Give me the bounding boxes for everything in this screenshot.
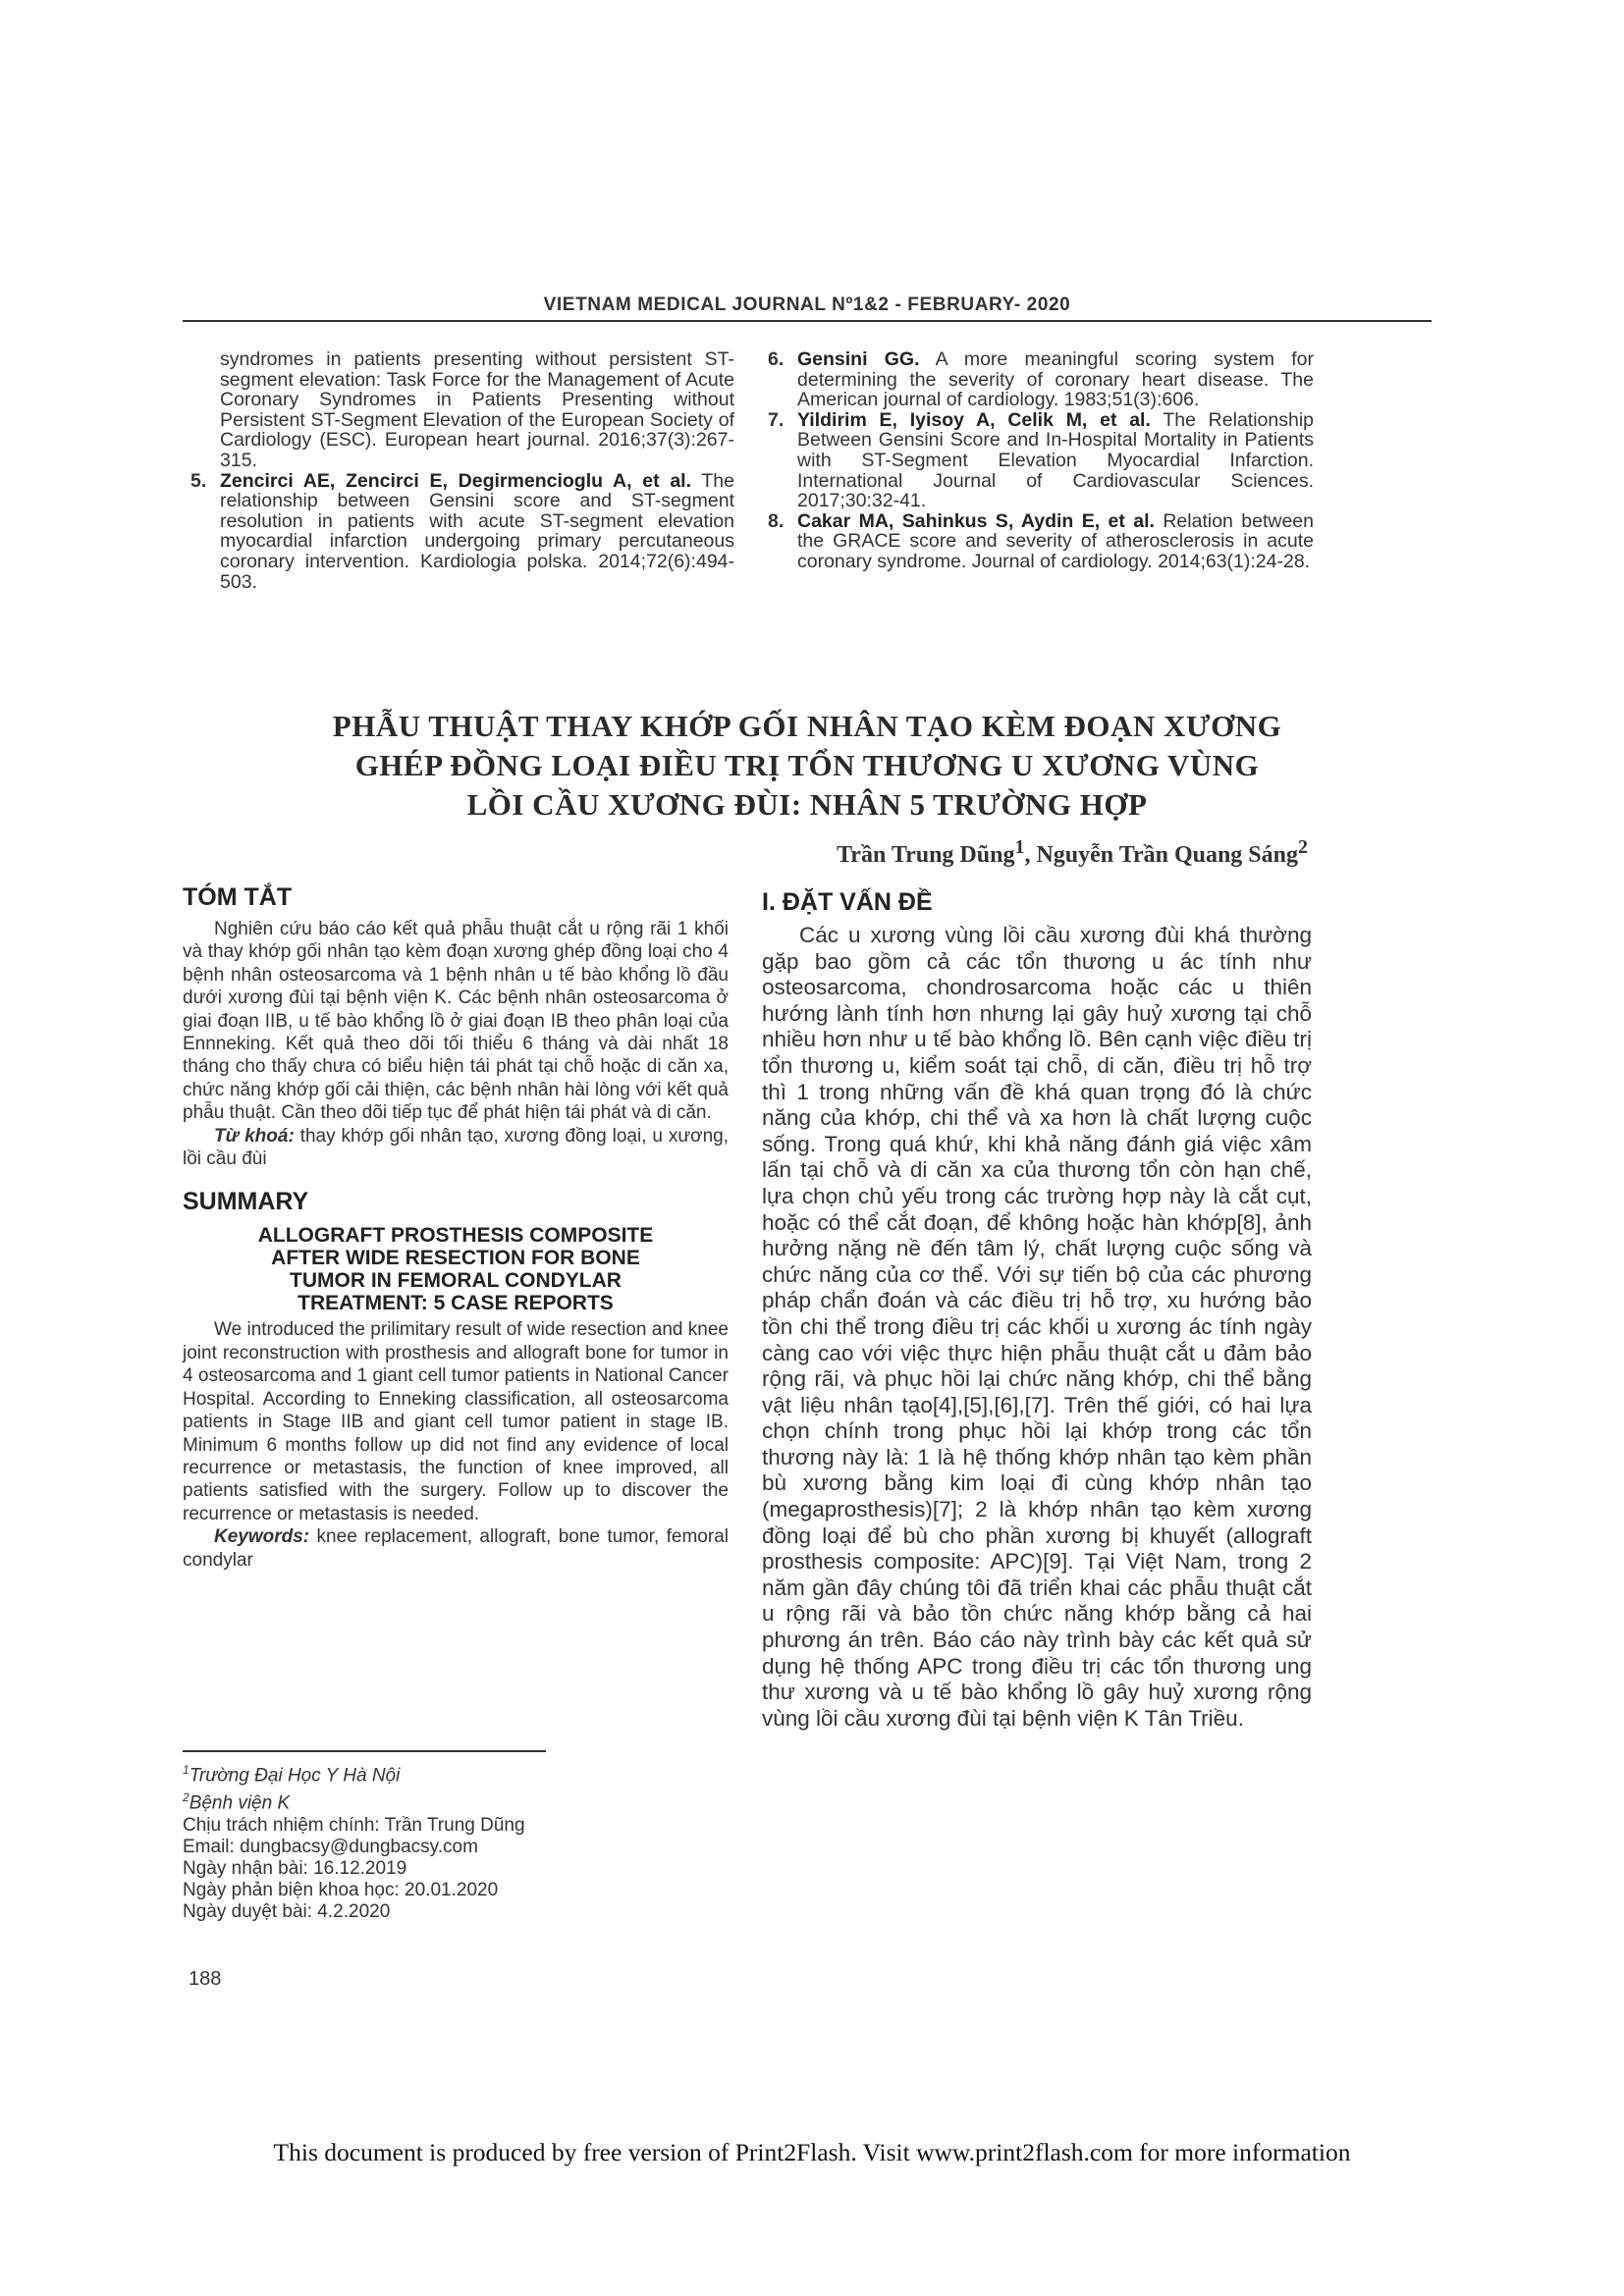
running-header: VIETNAM MEDICAL JOURNAL Nº1&2 - FEBRUARY- 2020 xyxy=(543,294,1071,315)
contact-email: Email: dungbacsy@dungbacsy.com xyxy=(183,1836,478,1857)
watermark-text: This document is produced by free version of Print2Flash. Visit www.print2flash.com for more information xyxy=(273,2138,1351,2166)
reference-item xyxy=(768,408,1314,512)
summary-heading: SUMMARY xyxy=(183,1188,309,1216)
reference-text: Relation between the GRACE score and severity of atherosclerosis in acute coronary syndrome. Journal of cardiology. 2014;63(1):24-28. xyxy=(797,509,1314,572)
author-name: Nguyễn Trần Quang Sáng xyxy=(1036,842,1298,868)
date-approved: Ngày duyệt bài: 4.2.2020 xyxy=(183,1900,391,1922)
affiliation-mark: 2 xyxy=(183,1790,189,1805)
affiliation-text: Trường Đại Học Y Hà Nội xyxy=(189,1765,401,1787)
footnotes xyxy=(183,1759,732,1923)
header-rule xyxy=(183,320,1432,322)
author-affiliation-mark: 2 xyxy=(1298,836,1308,858)
summary-title-line: TREATMENT: 5 CASE REPORTS xyxy=(298,1292,614,1315)
keywords-label: Keywords: xyxy=(214,1526,310,1548)
author-separator: , xyxy=(1024,842,1037,868)
keywords-vi xyxy=(183,1125,729,1171)
footnote-rule xyxy=(183,1750,546,1752)
left-column xyxy=(183,883,729,1572)
author-name: Trần Trung Dũng xyxy=(837,842,1015,868)
affiliation-1 xyxy=(183,1759,732,1787)
reference-text: The relationship between Gensini score and ST-segment resolution in patients with acute ST-segment elevation myocardial infarction undergoing primary percutaneous coronary intervention. Kardiologia polska. 2014;72(6):494-503. xyxy=(220,469,734,593)
article-title xyxy=(183,707,1432,825)
responsible-author: Chịu trách nhiệm chính: Trần Trung Dũng xyxy=(183,1814,525,1836)
summary-title-line: TUMOR IN FEMORAL CONDYLAR xyxy=(290,1269,622,1293)
article-title-line: GHÉP ĐỒNG LOẠI ĐIỀU TRỊ TỔN THƯƠNG U XƯƠNG VÙNG xyxy=(354,748,1260,782)
affiliation-2 xyxy=(183,1787,732,1814)
reference-authors: Gensini GG. xyxy=(797,348,920,370)
reference-item xyxy=(768,348,1315,411)
article-title-line: PHẪU THUẬT THAY KHỚP GỐI NHÂN TẠO KÈM ĐOẠN XƯƠNG xyxy=(332,709,1282,743)
reference-item xyxy=(190,469,734,593)
author-affiliation-mark: 1 xyxy=(1014,836,1025,858)
affiliation-mark: 1 xyxy=(183,1763,189,1777)
reference-text: The Relationship Between Gensini Score and In-Hospital Mortality in Patients with ST-Segment Elevation Myocardial Infarction. International Journal of Cardiovascular Sciences. 2017;30:32-41. xyxy=(797,408,1314,512)
reference-authors: Cakar MA, Sahinkus S, Aydin E, et al. xyxy=(797,509,1155,532)
reference-authors: Zencirci AE, Zencirci E, Degirmencioglu A, et al. xyxy=(220,469,692,492)
reference-item xyxy=(768,509,1314,572)
reference-number: 6. xyxy=(768,348,785,370)
reference-authors: Yildirim E, Iyisoy A, Celik M, et al. xyxy=(797,408,1151,431)
reference-text: A more meaningful scoring system for determining the severity of coronary heart disease. The American journal of cardiology. 1983;51(3):606. xyxy=(797,348,1315,411)
keywords-text: knee replacement, allograft, bone tumor, femoral condylar xyxy=(183,1526,729,1571)
reference-number: 7. xyxy=(768,408,785,431)
summary-title xyxy=(183,1224,729,1314)
keywords-label: Từ khoá: xyxy=(214,1125,295,1147)
reference-number: 8. xyxy=(768,509,785,532)
affiliation-text: Bệnh viện K xyxy=(189,1792,291,1814)
summary-text: We introduced the prilimitary result of wide resection and knee joint reconstruction with prosthesis and allograft bone for tumor in 4 osteosarcoma and 1 giant cell tumor patients in National Cancer Hospital. According to Enneking classification, all osteosarcoma patients in Stage IIB and giant cell tumor patient in stage IB. Minimum 6 months follow up did not find any evidence of local recurrence or metastasis, the function of knee improved, all patients satisfied with the surgery. Follow up to discover the recurrence or metastasis is needed. xyxy=(183,1319,729,1524)
author-line xyxy=(183,836,1308,869)
keywords-text: thay khớp gối nhân tạo, xương đồng loại, u xương, lồi cầu đùi xyxy=(183,1125,730,1170)
date-received: Ngày nhận bài: 16.12.2019 xyxy=(183,1857,407,1879)
summary-title-line: ALLOGRAFT PROSTHESIS COMPOSITE xyxy=(257,1224,654,1248)
section-heading: I. ĐẶT VẤN ĐỀ xyxy=(762,888,933,916)
abstract-heading: TÓM TẮT xyxy=(183,883,293,911)
reference-text: syndromes in patients presenting without persistent ST-segment elevation: Task Force for the Management of Acute Coronary Syndromes in Patients Presenting without Persistent ST-Segment Elevation of the European Society of Cardiology (ESC). European heart journal. 2016;37(3):267-315. xyxy=(220,348,734,471)
page-number: 188 xyxy=(189,1968,222,1990)
keywords-en xyxy=(183,1525,729,1572)
reference-number: 5. xyxy=(190,469,207,492)
section-body: Các u xương vùng lồi cầu xương đùi khá thường gặp bao gồm cả các tổn thương u ác tính như osteosarcoma, chondrosarcoma hoặc các u thiên hướng lành tính hơn nhưng lại gây huỷ xương tại chỗ nhiều hơn như u tế bào khổng lồ. Bên cạnh việc điều trị tổn thương u, kiểm soát tại chỗ, di căn, điều trị hỗ trợ thì 1 trong những vấn đề khá quan trọng đó là chức năng của khớp, chi thể và xa hơn là chất lượng cuộc sống. Trong quá khứ, khi khả năng đánh giá việc xâm lấn tại chỗ và di căn xa của thương tổn còn hạn chế, lựa chọn chủ yếu trong các trường hợp này là cắt cụt, hoặc có thể cắt đoạn, để không hoặc hàn khớp[8], ảnh hưởng nặng nề đến tâm lý, chất lượng cuộc sống và chức năng của cơ thể. Với sự tiến bộ của các phương pháp chẩn đoán và các điều trị hỗ trợ, xu hướng bảo tồn chi thể trong điều trị các khối u xương ác tính ngày càng cao với việc thực hiện phẫu thuật cắt u đảm bảo rộng rãi, và phục hồi lại chức năng khớp, chi thể bằng vật liệu nhân tạo[4],[5],[6],[7]. Trên thế giới, có hai lựa chọn chính trong phục hồi lại khớp trong các tổn thương này là: 1 là hệ thống khớp nhân tạo kèm phần bù xương bằng kim loại đi cùng khớp nhân tạo (megaprosthesis)[7]; 2 là khớp nhân tạo kèm xương đồng loại để bù cho phần xương bị khuyết (allograft prosthesis composite: APC)[9]. Tại Việt Nam, trong 2 năm gần đây chúng tôi đã triển khai các phẫu thuật cắt u rộng rãi và bảo tồn chức năng khớp bằng cả hai phương án trên. Báo cáo này trình bày các kết quả sử dụng hệ thống APC trong điều trị các tổn thương ung thư xương và u tế bào khổng lồ gây huỷ xương rộng vùng lồi cầu xương đùi tại bệnh viện K Tân Triều. xyxy=(762,923,1312,1731)
references-right-column xyxy=(768,348,1315,572)
date-reviewed: Ngày phản biện khoa học: 20.01.2020 xyxy=(183,1879,499,1900)
abstract-text: Nghiên cứu báo cáo kết quả phẫu thuật cắt u rộng rãi 1 khối và thay khớp gối nhân tạo kèm đoạn xương ghép đồng loại cho 4 bệnh nhân osteosarcoma và 1 bệnh nhân u tế bào khổng lồ đầu dưới xương đùi tại bệnh viện K. Các bệnh nhân osteosarcoma ở giai đoạn IIB, u tế bào khổng lồ ở giai đoạn IB theo phân loại của Ennneking. Kết quả theo dõi tối thiểu 6 tháng và dài nhất 18 tháng cho thấy chưa có biểu hiện tái phát tại chỗ hoặc di căn xa, chức năng khớp gối cải thiện, các bệnh nhân hài lòng với kết quả phẫu thuật. Cần theo dõi tiếp tục để phát hiện tái phát và di căn. xyxy=(183,919,729,1124)
article-title-line: LỒI CẦU XƯƠNG ĐÙI: NHÂN 5 TRƯỜNG HỢP xyxy=(466,787,1148,822)
right-column xyxy=(762,888,1312,1732)
references-left-column xyxy=(190,348,734,593)
summary-title-line: AFTER WIDE RESECTION FOR BONE xyxy=(271,1247,640,1270)
reference-item xyxy=(220,349,734,471)
